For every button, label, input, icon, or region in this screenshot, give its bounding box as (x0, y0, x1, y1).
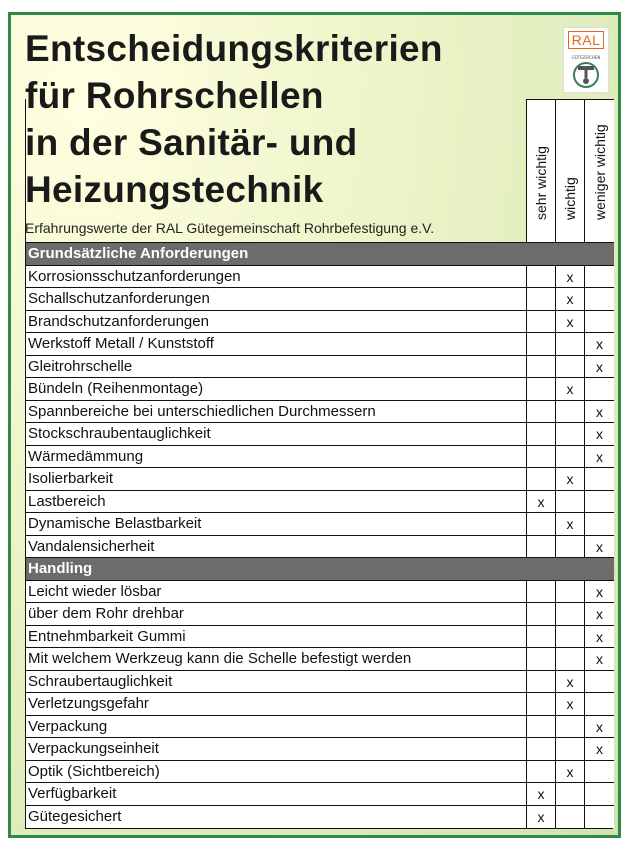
criterion-label: Schraubertauglichkeit (26, 671, 526, 694)
criterion-label: Verpackung (26, 716, 526, 739)
rating-cell: x (584, 716, 614, 739)
rating-cell (526, 626, 555, 649)
rating-cell (526, 671, 555, 694)
rating-cell: x (584, 603, 614, 626)
criteria-table (25, 99, 613, 829)
rating-cell (584, 311, 614, 334)
ral-logo-text: RAL (568, 31, 604, 49)
rating-cell: x (584, 423, 614, 446)
rating-cell: x (555, 288, 584, 311)
rating-cell: x (584, 446, 614, 469)
criterion-label: Werkstoff Metall / Kunststoff (26, 333, 526, 356)
rating-cell: x (555, 266, 584, 289)
rating-cell (526, 513, 555, 536)
rating-cell (526, 468, 555, 491)
rating-cell: x (584, 333, 614, 356)
criterion-label: Verfügbarkeit (26, 783, 526, 806)
title-line: in der Sanitär- und (25, 122, 358, 163)
rating-cell (526, 288, 555, 311)
rating-cell (555, 806, 584, 829)
rating-cell (526, 333, 555, 356)
rating-cell (584, 491, 614, 514)
rating-cell (555, 626, 584, 649)
rating-cell: x (584, 648, 614, 671)
rating-cell (526, 648, 555, 671)
rating-cell: x (555, 513, 584, 536)
rating-cell (526, 693, 555, 716)
rating-cell (584, 761, 614, 784)
rating-cell (555, 783, 584, 806)
rating-cell: x (584, 356, 614, 379)
rating-cell: x (584, 581, 614, 604)
rating-cell (526, 356, 555, 379)
criterion-label: Lastbereich (26, 491, 526, 514)
criterion-label: Leicht wieder lösbar (26, 581, 526, 604)
rating-cell (584, 806, 614, 829)
rating-cell (526, 761, 555, 784)
rating-cell (584, 378, 614, 401)
criterion-label: Korrosionsschutzanforderungen (26, 266, 526, 289)
rating-cell (584, 266, 614, 289)
title-line: Heizungstechnik (25, 169, 324, 210)
criterion-label: Gleitrohrschelle (26, 356, 526, 379)
title-line: für Rohrschellen (25, 75, 324, 116)
ral-logo (563, 27, 609, 93)
section-header: Grundsätzliche Anforderungen (26, 243, 614, 266)
rating-cell: x (555, 311, 584, 334)
section-header: Handling (26, 558, 614, 581)
svg-text:GÜTEZEICHEN: GÜTEZEICHEN (571, 55, 601, 60)
seal-icon (568, 54, 604, 90)
rating-cell: x (526, 783, 555, 806)
rating-cell (555, 333, 584, 356)
rating-cell (526, 423, 555, 446)
rating-cell (555, 356, 584, 379)
criterion-label: Vandalensicherheit (26, 536, 526, 559)
rating-cell (555, 423, 584, 446)
rating-cell (526, 378, 555, 401)
rating-cell: x (526, 806, 555, 829)
criterion-label: Spannbereiche bei unterschiedlichen Durchmessern (26, 401, 526, 424)
rating-cell (555, 536, 584, 559)
rating-cell: x (555, 761, 584, 784)
criterion-label: Gütegesichert (26, 806, 526, 829)
rating-cell (584, 468, 614, 491)
criterion-label: Brandschutzanforderungen (26, 311, 526, 334)
rating-cell: x (555, 671, 584, 694)
criterion-label: Mit welchem Werkzeug kann die Schelle befestigt werden (26, 648, 526, 671)
rating-cell (526, 716, 555, 739)
column-header-weniger-wichtig: weniger wichtig (584, 99, 614, 243)
poster (8, 12, 621, 838)
column-header-wichtig: wichtig (555, 99, 584, 243)
criterion-label: Optik (Sichtbereich) (26, 761, 526, 784)
criterion-label: Entnehmbarkeit Gummi (26, 626, 526, 649)
rating-cell (526, 581, 555, 604)
rating-cell (555, 648, 584, 671)
rating-cell: x (584, 401, 614, 424)
rating-cell (584, 288, 614, 311)
rating-cell (584, 671, 614, 694)
rating-cell: x (555, 693, 584, 716)
criterion-label: Verpackungseinheit (26, 738, 526, 761)
rating-cell: x (555, 468, 584, 491)
rating-cell (526, 603, 555, 626)
criterion-label: Wärmedämmung (26, 446, 526, 469)
rating-cell (555, 716, 584, 739)
rating-cell: x (584, 536, 614, 559)
criterion-label: Dynamische Belastbarkeit (26, 513, 526, 536)
criterion-label: Isolierbarkeit (26, 468, 526, 491)
column-header-sehr-wichtig: sehr wichtig (526, 99, 555, 243)
rating-cell (526, 401, 555, 424)
rating-cell (555, 401, 584, 424)
rating-cell (526, 738, 555, 761)
criterion-label: über dem Rohr drehbar (26, 603, 526, 626)
rating-cell (526, 446, 555, 469)
criterion-label: Schallschutzanforderungen (26, 288, 526, 311)
rating-cell (555, 581, 584, 604)
rating-cell (584, 693, 614, 716)
rating-cell (555, 491, 584, 514)
rating-cell: x (526, 491, 555, 514)
rating-cell (555, 603, 584, 626)
table-corner (26, 99, 526, 243)
rating-cell (555, 446, 584, 469)
rating-cell: x (584, 626, 614, 649)
rating-cell: x (555, 378, 584, 401)
rating-cell (526, 311, 555, 334)
rating-cell (555, 738, 584, 761)
criterion-label: Verletzungsgefahr (26, 693, 526, 716)
subtitle: Erfahrungswerte der RAL Gütegemeinschaft Rohrbefestigung e.V. (25, 220, 435, 236)
criterion-label: Stockschraubentauglichkeit (26, 423, 526, 446)
rating-cell (584, 783, 614, 806)
rating-cell (584, 513, 614, 536)
rating-cell (526, 536, 555, 559)
rating-cell: x (584, 738, 614, 761)
title-line: Entscheidungskriterien (25, 28, 443, 69)
criterion-label: Bündeln (Reihenmontage) (26, 378, 526, 401)
rating-cell (526, 266, 555, 289)
